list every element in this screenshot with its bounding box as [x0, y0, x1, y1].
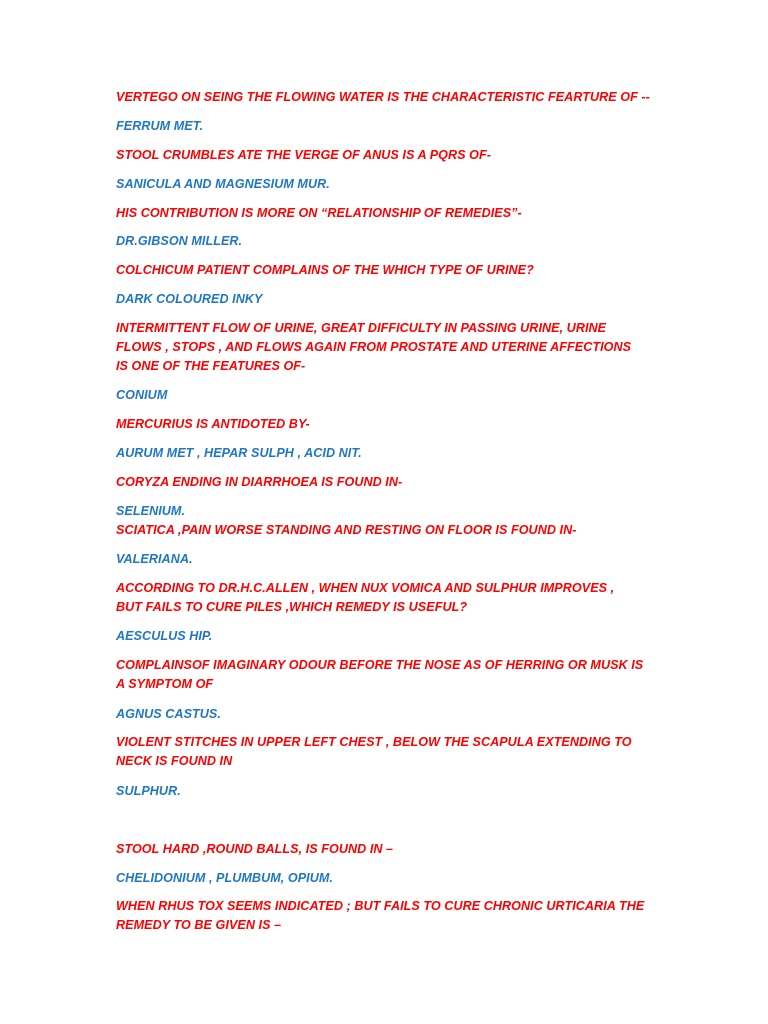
question-text: INTERMITTENT FLOW OF URINE, GREAT DIFFICULTY IN PASSING URINE, URINE FLOWS , STOPS , AND FLOWS AGAIN FROM PROSTATE AND UTERINE AFFECTIONS IS ONE OF THE FEATURES OF- — [116, 321, 632, 373]
answer-text: AGNUS CASTUS. — [116, 707, 221, 721]
answer-text: SANICULA AND MAGNESIUM MUR. — [116, 177, 330, 191]
answer-text: VALERIANA. — [116, 552, 193, 566]
answer-text: AURUM MET , HEPAR SULPH , ACID NIT. — [116, 446, 362, 460]
answer-text: FERRUM MET. — [116, 119, 204, 133]
question-text: ACCORDING TO DR.H.C.ALLEN , WHEN NUX VOMICA AND SULPHUR IMPROVES , BUT FAILS TO CURE PILES ,WHICH REMEDY IS USEFUL? — [116, 581, 615, 614]
question-text: SCIATICA ,PAIN WORSE STANDING AND RESTING ON FLOOR IS FOUND IN- — [116, 523, 577, 537]
answer-text: SELENIUM. — [116, 504, 186, 518]
answer-text: CHELIDONIUM , PLUMBUM, OPIUM. — [116, 871, 333, 885]
question-text: CORYZA ENDING IN DIARRHOEA IS FOUND IN- — [116, 475, 403, 489]
question-text: COLCHICUM PATIENT COMPLAINS OF THE WHICH TYPE OF URINE? — [116, 263, 534, 277]
question-text: STOOL CRUMBLES ATE THE VERGE OF ANUS IS A PQRS OF- — [116, 148, 491, 162]
question-text: VIOLENT STITCHES IN UPPER LEFT CHEST , BELOW THE SCAPULA EXTENDING TO NECK IS FOUND IN — [116, 735, 632, 768]
answer-text: CONIUM — [116, 388, 168, 402]
answer-text: DR.GIBSON MILLER. — [116, 234, 243, 248]
answer-text: SULPHUR. — [116, 784, 181, 798]
question-text: VERTEGO ON SEING THE FLOWING WATER IS THE CHARACTERISTIC FEARTURE OF -- — [116, 90, 650, 104]
answer-text: AESCULUS HIP. — [116, 629, 213, 643]
question-text: HIS CONTRIBUTION IS MORE ON “RELATIONSHIP OF REMEDIES”- — [116, 206, 522, 220]
answer-text: DARK COLOURED INKY — [116, 292, 263, 306]
question-text: WHEN RHUS TOX SEEMS INDICATED ; BUT FAILS TO CURE CHRONIC URTICARIA THE REMEDY TO BE GIVEN IS – — [116, 899, 645, 932]
question-text: STOOL HARD ,ROUND BALLS, IS FOUND IN – — [116, 842, 394, 856]
question-text: COMPLAINSOF IMAGINARY ODOUR BEFORE THE NOSE AS OF HERRING OR MUSK IS A SYMPTOM OF — [116, 658, 644, 691]
question-text: MERCURIUS IS ANTIDOTED BY- — [116, 417, 310, 431]
